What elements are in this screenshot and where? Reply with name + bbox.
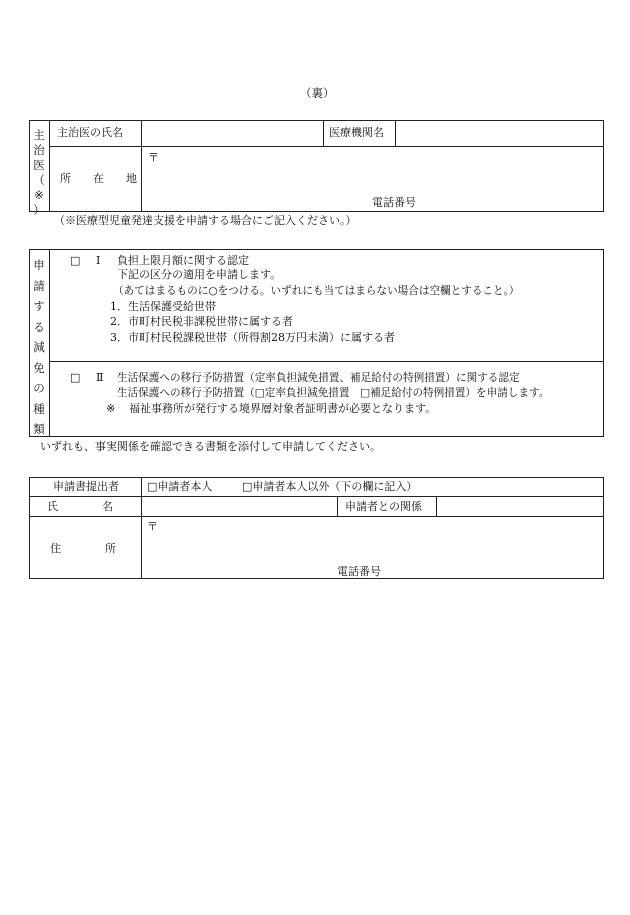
institution-name-field[interactable] (397, 122, 602, 144)
physician-side-label: 主 治 医 （ ※ ） (33, 128, 45, 217)
section1-title: 負担上限月額に関する認定 (117, 254, 249, 267)
submitter-relation-label: 申請者との関係 (345, 500, 422, 513)
physician-phone-label: 電話番号 (372, 196, 416, 209)
submitter-phone-field[interactable] (390, 563, 600, 577)
section1-item-2[interactable]: 2．市町村民税非課税世帯に属する者 (110, 315, 293, 328)
reduction-footnote: いずれも、事実関係を確認できる書類を添付して申請してください。 (40, 440, 381, 453)
section2-title: 生活保護への移行予防措置（定率負担減免措置、補足給付の特例措置）に関する認定 (117, 372, 520, 384)
physician-name-label: 主治医の氏名 (57, 126, 123, 139)
submitter-address-field[interactable] (143, 518, 602, 562)
submitter-postal-mark: 〒 (147, 520, 158, 533)
submitter-address-label: 住 所 (50, 542, 116, 555)
physician-phone-field[interactable] (425, 194, 600, 210)
reduction-side-label: 申 請 す る 減 免 の 種 類 (33, 258, 45, 436)
submitter-option-self[interactable]: □申請者本人 (147, 480, 213, 493)
section2-line1: 生活保護への移行予防措置（□定率負担減免措置 □補足給付の特例措置）を申請します。 (117, 387, 550, 399)
section2-numeral: Ⅱ (96, 371, 104, 384)
physician-address-label: 所 在 地 (60, 172, 137, 185)
physician-address-field[interactable] (143, 148, 602, 192)
submitter-name-label: 氏 名 (47, 500, 113, 513)
submitter-relation-field[interactable] (438, 498, 602, 514)
section1-item-1[interactable]: 1．生活保護受給世帯 (110, 300, 216, 313)
institution-name-label: 医療機関名 (329, 126, 384, 139)
section1-item-3[interactable]: 3．市町村民税課税世帯（所得割28万円未満）に属する者 (110, 331, 395, 344)
section1-line1: 下記の区分の適用を申請します。 (117, 268, 282, 281)
section1-checkbox[interactable]: □ (70, 254, 81, 267)
submitter-name-field[interactable] (143, 498, 335, 514)
submitter-phone-label: 電話番号 (337, 565, 381, 578)
page-side-label: （裏） (300, 86, 335, 100)
section2-checkbox[interactable]: □ (70, 371, 81, 384)
physician-note: （※医療型児童発達支援を申請する場合にご記入ください。） (54, 214, 357, 227)
section1-line2: （あてはまるものに○をつける。いずれにも当てはまらない場合は空欄とすること。） (113, 285, 520, 297)
physician-postal-mark: 〒 (148, 151, 159, 164)
section1-numeral: Ⅰ (96, 254, 101, 267)
section2-note: 福祉事務所が発行する境界層対象者証明書が必要となります。 (129, 402, 437, 415)
section2-note-mark: ※ (106, 402, 116, 415)
submitter-label: 申請書提出者 (53, 480, 119, 493)
physician-name-field[interactable] (143, 122, 321, 144)
submitter-option-other[interactable]: □申請者本人以外（下の欄に記入） (242, 480, 418, 493)
